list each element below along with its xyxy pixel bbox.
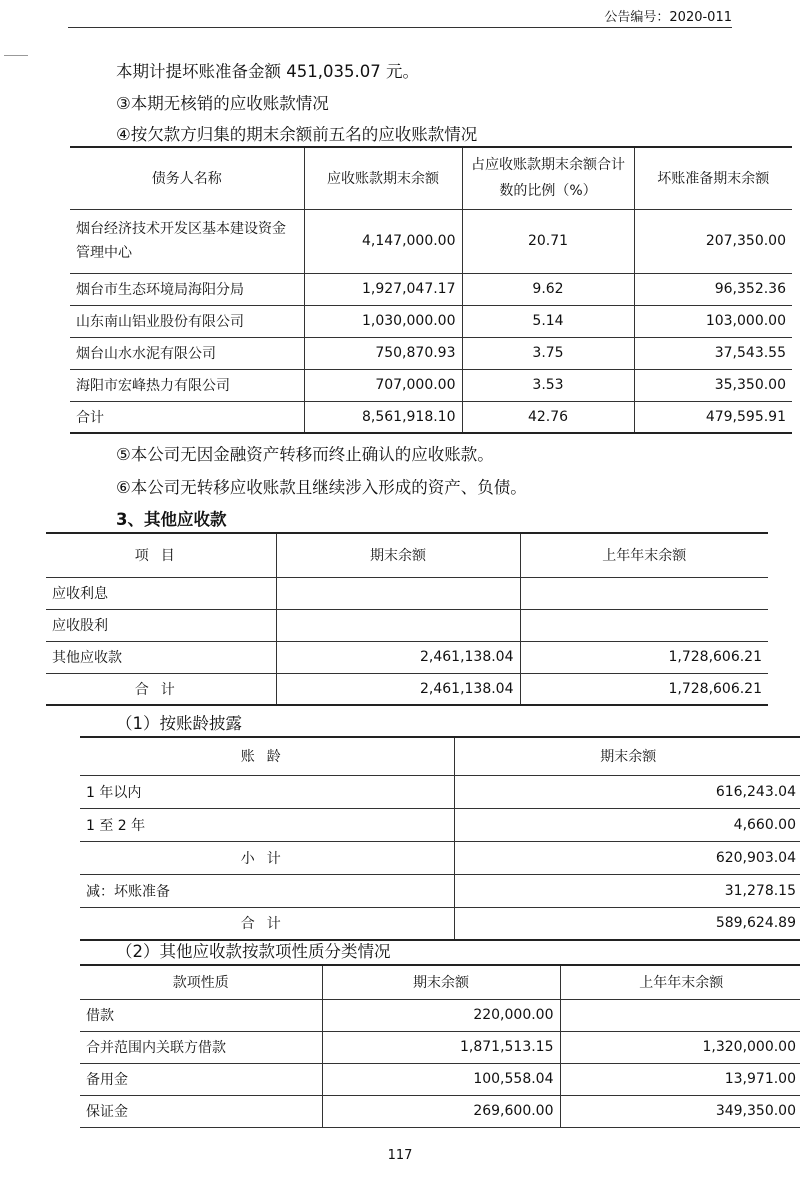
table-header-row <box>46 533 768 577</box>
notice-number: 公告编号：2020-011 <box>604 10 732 25</box>
total-prior-year-balance: 1,728,606.21 <box>520 673 768 705</box>
col-ending-balance: 期末余额 <box>454 737 800 775</box>
debtor-name: 烟台山水水泥有限公司 <box>70 337 304 369</box>
total-ratio: 42.76 <box>462 401 634 433</box>
total-ending-balance: 8,561,918.10 <box>304 401 462 433</box>
aging-table <box>80 736 800 941</box>
aging-label: 减：坏账准备 <box>80 874 454 907</box>
prior-year-balance <box>520 577 768 609</box>
item-label: 应收股利 <box>46 609 276 641</box>
table-row <box>70 305 792 337</box>
nature-heading: （2）其他应收款按款项性质分类情况 <box>116 942 391 961</box>
receivables-by-nature-table <box>80 964 800 1128</box>
ending-balance: 616,243.04 <box>454 775 800 808</box>
top-five-heading: ④按欠款方归集的期末余额前五名的应收账款情况 <box>116 125 478 144</box>
total-bad-debt-balance: 479,595.91 <box>634 401 792 433</box>
ending-balance: 1,030,000.00 <box>304 305 462 337</box>
bad-debt-balance: 35,350.00 <box>634 369 792 401</box>
table-row <box>80 1063 800 1095</box>
col-ending-balance: 应收账款期末余额 <box>304 147 462 209</box>
debtor-name: 山东南山铝业股份有限公司 <box>70 305 304 337</box>
aging-label: 1 至 2 年 <box>80 808 454 841</box>
col-bad-debt-balance: 坏账准备期末余额 <box>634 147 792 209</box>
ending-balance: 707,000.00 <box>304 369 462 401</box>
no-continuing-involvement-text: ⑥本公司无转移应收账款且继续涉入形成的资产、负债。 <box>116 478 527 497</box>
table-row <box>46 577 768 609</box>
table-row <box>80 1095 800 1127</box>
col-prior-year-balance: 上年年末余额 <box>560 965 800 999</box>
bad-debt-balance: 103,000.00 <box>634 305 792 337</box>
nature-label: 保证金 <box>80 1095 322 1127</box>
debtor-name: 烟台经济技术开发区基本建设资金管理中心 <box>70 209 304 273</box>
total-row <box>80 907 800 940</box>
header-rule <box>68 27 732 28</box>
margin-mark <box>4 55 28 56</box>
col-aging: 账龄 <box>80 737 454 775</box>
col-ending-balance: 期末余额 <box>322 965 560 999</box>
table-header-row <box>80 737 800 775</box>
no-derecognition-text: ⑤本公司无因金融资产转移而终止确认的应收账款。 <box>116 445 494 464</box>
table-row <box>80 775 800 808</box>
ending-balance: 4,147,000.00 <box>304 209 462 273</box>
table-header-row <box>80 965 800 999</box>
table-row <box>70 369 792 401</box>
ending-balance: 4,660.00 <box>454 808 800 841</box>
nature-label: 合并范围内关联方借款 <box>80 1031 322 1063</box>
ending-balance: 750,870.93 <box>304 337 462 369</box>
total-label: 合计 <box>80 907 454 940</box>
top-five-receivables-table <box>70 146 792 434</box>
table-header-row <box>70 147 792 209</box>
total-row <box>70 401 792 433</box>
ratio: 3.75 <box>462 337 634 369</box>
prior-year-balance: 1,728,606.21 <box>520 641 768 673</box>
nature-label: 借款 <box>80 999 322 1031</box>
ratio: 5.14 <box>462 305 634 337</box>
ratio: 9.62 <box>462 273 634 305</box>
other-receivables-table <box>46 532 768 706</box>
table-row <box>70 273 792 305</box>
col-prior-year-balance: 上年年末余额 <box>520 533 768 577</box>
col-ratio: 占应收账款期末余额合计数的比例（%） <box>462 147 634 209</box>
ending-balance: 100,558.04 <box>322 1063 560 1095</box>
nature-label: 备用金 <box>80 1063 322 1095</box>
table-row <box>70 209 792 273</box>
total-row <box>46 673 768 705</box>
subtotal-balance: 620,903.04 <box>454 841 800 874</box>
table-row <box>80 874 800 907</box>
col-nature: 款项性质 <box>80 965 322 999</box>
aging-heading: （1）按账龄披露 <box>116 714 242 733</box>
bad-debt-balance: 207,350.00 <box>634 209 792 273</box>
table-row <box>46 641 768 673</box>
total-balance: 589,624.89 <box>454 907 800 940</box>
col-debtor: 债务人名称 <box>70 147 304 209</box>
bad-debt-provision: 31,278.15 <box>454 874 800 907</box>
col-ending-balance: 期末余额 <box>276 533 520 577</box>
other-receivables-heading: 3、其他应收款 <box>116 510 227 529</box>
ratio: 3.53 <box>462 369 634 401</box>
prior-year-balance <box>560 999 800 1031</box>
aging-label: 1 年以内 <box>80 775 454 808</box>
ending-balance <box>276 609 520 641</box>
page-number: 117 <box>387 1148 413 1163</box>
prior-year-balance <box>520 609 768 641</box>
table-row <box>80 808 800 841</box>
prior-year-balance: 349,350.00 <box>560 1095 800 1127</box>
bad-debt-balance: 96,352.36 <box>634 273 792 305</box>
debtor-name: 海阳市宏峰热力有限公司 <box>70 369 304 401</box>
table-row <box>70 337 792 369</box>
bad-debt-provision-text: 本期计提坏账准备金额 451,035.07 元。 <box>116 62 419 81</box>
item-label: 应收利息 <box>46 577 276 609</box>
item-label: 其他应收款 <box>46 641 276 673</box>
table-row <box>46 609 768 641</box>
total-ending-balance: 2,461,138.04 <box>276 673 520 705</box>
table-row <box>80 999 800 1031</box>
no-writeoff-text: ③本期无核销的应收账款情况 <box>116 94 329 113</box>
col-item: 项目 <box>46 533 276 577</box>
table-row <box>80 1031 800 1063</box>
ending-balance: 1,927,047.17 <box>304 273 462 305</box>
ending-balance: 220,000.00 <box>322 999 560 1031</box>
ratio: 20.71 <box>462 209 634 273</box>
debtor-name: 烟台市生态环境局海阳分局 <box>70 273 304 305</box>
prior-year-balance: 13,971.00 <box>560 1063 800 1095</box>
subtotal-row <box>80 841 800 874</box>
total-label: 合计 <box>70 401 304 433</box>
subtotal-label: 小计 <box>80 841 454 874</box>
ending-balance: 1,871,513.15 <box>322 1031 560 1063</box>
bad-debt-balance: 37,543.55 <box>634 337 792 369</box>
ending-balance: 269,600.00 <box>322 1095 560 1127</box>
ending-balance: 2,461,138.04 <box>276 641 520 673</box>
ending-balance <box>276 577 520 609</box>
prior-year-balance: 1,320,000.00 <box>560 1031 800 1063</box>
total-label: 合计 <box>46 673 276 705</box>
